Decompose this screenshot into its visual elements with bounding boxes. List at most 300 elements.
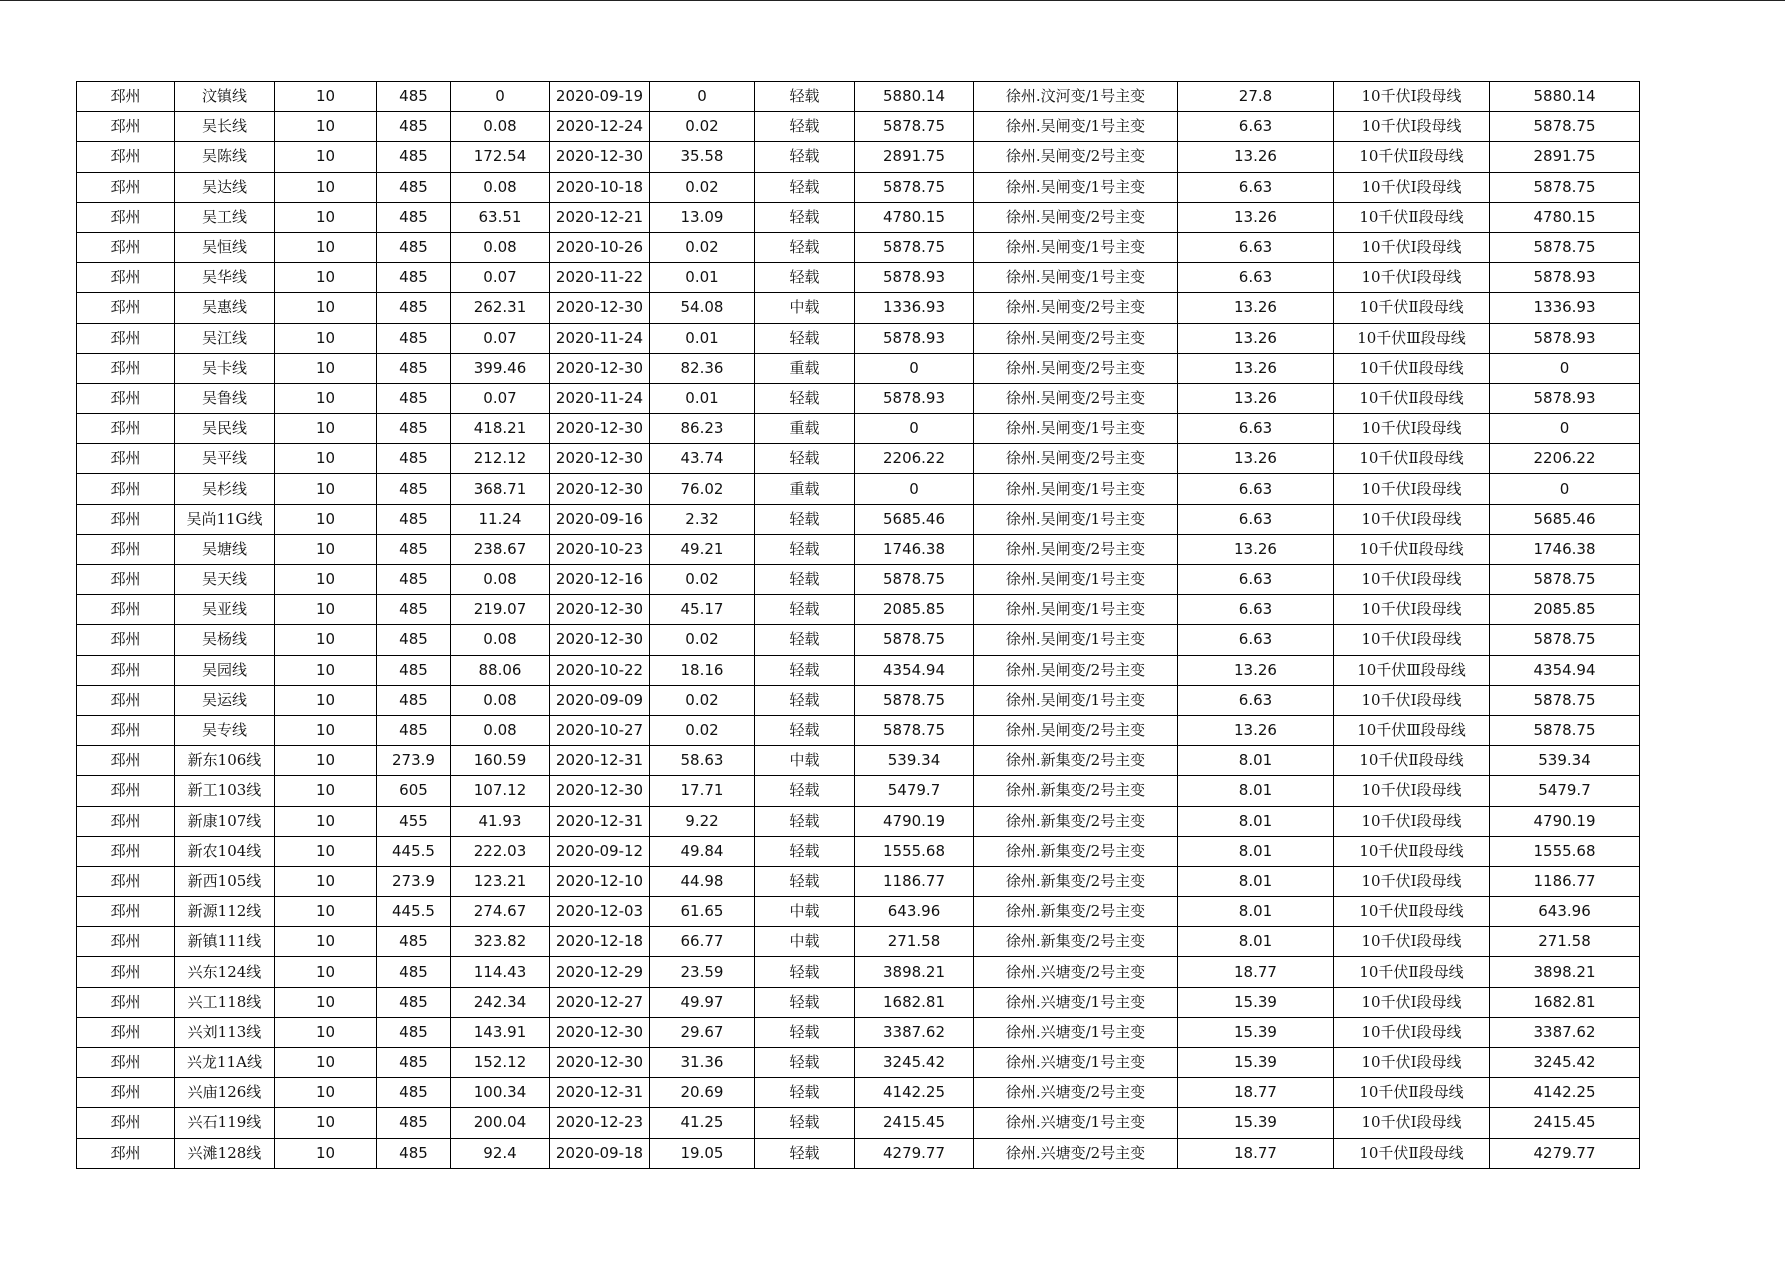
cell-transformer: 徐州.吴闸变/1号主变 [974, 565, 1178, 595]
cell-load-rate: 0.01 [650, 323, 755, 353]
cell-max-load-date: 2020-12-23 [550, 1108, 650, 1138]
cell-max-load-date: 2020-12-24 [550, 112, 650, 142]
cell-rated-capacity: 485 [377, 595, 451, 625]
cell-county: 邳州 [77, 685, 175, 715]
cell-max-load-date: 2020-10-18 [550, 172, 650, 202]
table-row [77, 1017, 1640, 1047]
cell-transformer-capacity: 6.63 [1178, 263, 1334, 293]
cell-max-load: 262.31 [451, 293, 550, 323]
table-row [77, 836, 1640, 866]
table-row [77, 715, 1640, 745]
cell-rated-capacity: 485 [377, 655, 451, 685]
cell-load-rate: 0 [650, 82, 755, 112]
cell-load-status: 轻载 [755, 202, 855, 232]
cell-max-load-date: 2020-11-24 [550, 323, 650, 353]
cell-rated-capacity: 485 [377, 685, 451, 715]
cell-load-status: 轻载 [755, 323, 855, 353]
cell-max-load-date: 2020-09-16 [550, 504, 650, 534]
cell-max-load-date: 2020-09-19 [550, 82, 650, 112]
cell-line-name: 兴东124线 [175, 957, 275, 987]
cell-available-capacity: 1186.77 [855, 866, 974, 896]
cell-voltage-level: 10 [275, 1017, 377, 1047]
cell-voltage-level: 10 [275, 987, 377, 1017]
cell-busbar: 10千伏Ⅲ段母线 [1334, 323, 1490, 353]
cell-available-capacity: 5878.75 [855, 565, 974, 595]
cell-max-load-date: 2020-12-16 [550, 565, 650, 595]
cell-busbar: 10千伏Ⅰ段母线 [1334, 987, 1490, 1017]
cell-rated-capacity: 485 [377, 232, 451, 262]
cell-max-load: 274.67 [451, 897, 550, 927]
cell-transformer-capacity: 13.26 [1178, 353, 1334, 383]
cell-rated-capacity: 485 [377, 1048, 451, 1078]
cell-county: 邳州 [77, 625, 175, 655]
cell-load-rate: 18.16 [650, 655, 755, 685]
cell-line-name: 汶镇线 [175, 82, 275, 112]
cell-county: 邳州 [77, 1048, 175, 1078]
cell-line-name: 新源112线 [175, 897, 275, 927]
cell-max-load: 107.12 [451, 776, 550, 806]
cell-remaining-capacity: 5685.46 [1490, 504, 1640, 534]
cell-county: 邳州 [77, 504, 175, 534]
cell-max-load-date: 2020-10-22 [550, 655, 650, 685]
cell-available-capacity: 5878.93 [855, 263, 974, 293]
cell-load-status: 轻载 [755, 806, 855, 836]
cell-rated-capacity: 485 [377, 927, 451, 957]
cell-busbar: 10千伏Ⅰ段母线 [1334, 263, 1490, 293]
cell-county: 邳州 [77, 293, 175, 323]
cell-load-status: 中载 [755, 927, 855, 957]
cell-county: 邳州 [77, 172, 175, 202]
cell-max-load: 0.08 [451, 715, 550, 745]
cell-transformer: 徐州.吴闸变/2号主变 [974, 444, 1178, 474]
cell-rated-capacity: 273.9 [377, 866, 451, 896]
cell-max-load: 200.04 [451, 1108, 550, 1138]
cell-transformer-capacity: 13.26 [1178, 534, 1334, 564]
cell-transformer-capacity: 15.39 [1178, 1108, 1334, 1138]
cell-transformer-capacity: 15.39 [1178, 1017, 1334, 1047]
cell-max-load-date: 2020-12-30 [550, 595, 650, 625]
cell-available-capacity: 271.58 [855, 927, 974, 957]
table-row [77, 112, 1640, 142]
cell-load-status: 轻载 [755, 232, 855, 262]
cell-rated-capacity: 485 [377, 504, 451, 534]
cell-load-rate: 9.22 [650, 806, 755, 836]
cell-county: 邳州 [77, 866, 175, 896]
cell-line-name: 吴平线 [175, 444, 275, 474]
cell-load-rate: 2.32 [650, 504, 755, 534]
cell-transformer-capacity: 13.26 [1178, 383, 1334, 413]
cell-voltage-level: 10 [275, 957, 377, 987]
cell-county: 邳州 [77, 1017, 175, 1047]
cell-load-status: 轻载 [755, 1108, 855, 1138]
cell-busbar: 10千伏Ⅱ段母线 [1334, 534, 1490, 564]
cell-voltage-level: 10 [275, 534, 377, 564]
cell-transformer: 徐州.新集变/2号主变 [974, 927, 1178, 957]
cell-transformer: 徐州.吴闸变/2号主变 [974, 202, 1178, 232]
cell-remaining-capacity: 4780.15 [1490, 202, 1640, 232]
cell-available-capacity: 5479.7 [855, 776, 974, 806]
cell-max-load-date: 2020-10-26 [550, 232, 650, 262]
cell-transformer-capacity: 13.26 [1178, 323, 1334, 353]
cell-transformer-capacity: 27.8 [1178, 82, 1334, 112]
cell-max-load: 160.59 [451, 746, 550, 776]
cell-available-capacity: 4279.77 [855, 1138, 974, 1168]
cell-voltage-level: 10 [275, 323, 377, 353]
cell-load-rate: 0.02 [650, 625, 755, 655]
cell-voltage-level: 10 [275, 172, 377, 202]
cell-load-status: 轻载 [755, 655, 855, 685]
cell-voltage-level: 10 [275, 1138, 377, 1168]
cell-available-capacity: 3245.42 [855, 1048, 974, 1078]
cell-max-load-date: 2020-12-30 [550, 293, 650, 323]
cell-voltage-level: 10 [275, 655, 377, 685]
cell-line-name: 吴华线 [175, 263, 275, 293]
cell-transformer: 徐州.吴闸变/1号主变 [974, 504, 1178, 534]
cell-load-rate: 0.02 [650, 685, 755, 715]
cell-busbar: 10千伏Ⅲ段母线 [1334, 655, 1490, 685]
cell-remaining-capacity: 0 [1490, 353, 1640, 383]
cell-busbar: 10千伏Ⅱ段母线 [1334, 353, 1490, 383]
cell-remaining-capacity: 5880.14 [1490, 82, 1640, 112]
cell-busbar: 10千伏Ⅱ段母线 [1334, 293, 1490, 323]
cell-available-capacity: 4790.19 [855, 806, 974, 836]
cell-line-name: 吴民线 [175, 414, 275, 444]
table-row [77, 474, 1640, 504]
cell-load-status: 中载 [755, 746, 855, 776]
table-body [77, 82, 1640, 1169]
cell-transformer-capacity: 8.01 [1178, 836, 1334, 866]
table-row [77, 1078, 1640, 1108]
cell-busbar: 10千伏Ⅰ段母线 [1334, 866, 1490, 896]
cell-remaining-capacity: 1186.77 [1490, 866, 1640, 896]
cell-line-name: 兴工118线 [175, 987, 275, 1017]
cell-remaining-capacity: 1682.81 [1490, 987, 1640, 1017]
cell-busbar: 10千伏Ⅰ段母线 [1334, 1017, 1490, 1047]
cell-county: 邳州 [77, 897, 175, 927]
cell-transformer-capacity: 18.77 [1178, 957, 1334, 987]
cell-load-status: 中载 [755, 293, 855, 323]
table-row [77, 685, 1640, 715]
cell-rated-capacity: 485 [377, 202, 451, 232]
cell-max-load: 323.82 [451, 927, 550, 957]
table-row [77, 776, 1640, 806]
cell-max-load: 399.46 [451, 353, 550, 383]
cell-remaining-capacity: 1555.68 [1490, 836, 1640, 866]
cell-county: 邳州 [77, 444, 175, 474]
cell-max-load-date: 2020-12-27 [550, 987, 650, 1017]
table-row [77, 383, 1640, 413]
cell-line-name: 吴亚线 [175, 595, 275, 625]
cell-transformer: 徐州.吴闸变/1号主变 [974, 112, 1178, 142]
cell-rated-capacity: 485 [377, 142, 451, 172]
cell-rated-capacity: 485 [377, 444, 451, 474]
cell-load-rate: 19.05 [650, 1138, 755, 1168]
cell-max-load-date: 2020-12-30 [550, 1048, 650, 1078]
cell-max-load: 114.43 [451, 957, 550, 987]
cell-available-capacity: 0 [855, 353, 974, 383]
cell-transformer-capacity: 15.39 [1178, 987, 1334, 1017]
cell-transformer: 徐州.兴塘变/1号主变 [974, 987, 1178, 1017]
cell-county: 邳州 [77, 414, 175, 444]
cell-transformer: 徐州.吴闸变/1号主变 [974, 595, 1178, 625]
cell-max-load-date: 2020-09-18 [550, 1138, 650, 1168]
cell-load-status: 重载 [755, 353, 855, 383]
cell-busbar: 10千伏Ⅰ段母线 [1334, 232, 1490, 262]
cell-busbar: 10千伏Ⅰ段母线 [1334, 504, 1490, 534]
cell-rated-capacity: 485 [377, 534, 451, 564]
cell-load-rate: 54.08 [650, 293, 755, 323]
cell-transformer-capacity: 8.01 [1178, 927, 1334, 957]
cell-busbar: 10千伏Ⅰ段母线 [1334, 776, 1490, 806]
cell-busbar: 10千伏Ⅰ段母线 [1334, 414, 1490, 444]
cell-load-rate: 76.02 [650, 474, 755, 504]
cell-remaining-capacity: 4142.25 [1490, 1078, 1640, 1108]
cell-transformer-capacity: 6.63 [1178, 112, 1334, 142]
cell-remaining-capacity: 2085.85 [1490, 595, 1640, 625]
cell-busbar: 10千伏Ⅰ段母线 [1334, 565, 1490, 595]
cell-line-name: 兴龙11A线 [175, 1048, 275, 1078]
cell-remaining-capacity: 5878.75 [1490, 232, 1640, 262]
cell-busbar: 10千伏Ⅰ段母线 [1334, 112, 1490, 142]
cell-available-capacity: 5878.75 [855, 625, 974, 655]
table-row [77, 323, 1640, 353]
cell-rated-capacity: 485 [377, 293, 451, 323]
table-row [77, 444, 1640, 474]
cell-max-load-date: 2020-12-18 [550, 927, 650, 957]
cell-remaining-capacity: 5878.75 [1490, 565, 1640, 595]
cell-load-rate: 31.36 [650, 1048, 755, 1078]
cell-remaining-capacity: 3387.62 [1490, 1017, 1640, 1047]
cell-remaining-capacity: 643.96 [1490, 897, 1640, 927]
cell-transformer: 徐州.兴塘变/1号主变 [974, 1048, 1178, 1078]
cell-busbar: 10千伏Ⅱ段母线 [1334, 897, 1490, 927]
table-row [77, 202, 1640, 232]
cell-transformer-capacity: 6.63 [1178, 685, 1334, 715]
cell-line-name: 吴塘线 [175, 534, 275, 564]
cell-transformer: 徐州.兴塘变/2号主变 [974, 1078, 1178, 1108]
cell-max-load: 0.08 [451, 112, 550, 142]
cell-county: 邳州 [77, 776, 175, 806]
cell-line-name: 吴杨线 [175, 625, 275, 655]
cell-voltage-level: 10 [275, 202, 377, 232]
cell-max-load-date: 2020-12-21 [550, 202, 650, 232]
page-top-rule [0, 0, 1785, 1]
cell-transformer: 徐州.吴闸变/2号主变 [974, 715, 1178, 745]
cell-available-capacity: 5878.93 [855, 323, 974, 353]
cell-max-load-date: 2020-12-31 [550, 746, 650, 776]
cell-transformer-capacity: 6.63 [1178, 595, 1334, 625]
cell-max-load: 152.12 [451, 1048, 550, 1078]
cell-load-status: 轻载 [755, 836, 855, 866]
cell-transformer-capacity: 13.26 [1178, 444, 1334, 474]
cell-load-status: 轻载 [755, 383, 855, 413]
cell-voltage-level: 10 [275, 82, 377, 112]
cell-remaining-capacity: 5878.75 [1490, 112, 1640, 142]
table-row [77, 866, 1640, 896]
cell-available-capacity: 0 [855, 414, 974, 444]
cell-load-rate: 82.36 [650, 353, 755, 383]
cell-transformer-capacity: 8.01 [1178, 897, 1334, 927]
cell-load-rate: 58.63 [650, 746, 755, 776]
cell-remaining-capacity: 5878.75 [1490, 625, 1640, 655]
cell-transformer: 徐州.吴闸变/1号主变 [974, 172, 1178, 202]
cell-county: 邳州 [77, 1078, 175, 1108]
cell-voltage-level: 10 [275, 1078, 377, 1108]
table-row [77, 142, 1640, 172]
cell-rated-capacity: 485 [377, 474, 451, 504]
cell-available-capacity: 1682.81 [855, 987, 974, 1017]
cell-max-load: 242.34 [451, 987, 550, 1017]
cell-transformer: 徐州.汶河变/1号主变 [974, 82, 1178, 112]
cell-transformer: 徐州.兴塘变/2号主变 [974, 1138, 1178, 1168]
cell-remaining-capacity: 5878.93 [1490, 383, 1640, 413]
cell-load-rate: 0.01 [650, 263, 755, 293]
cell-load-status: 轻载 [755, 172, 855, 202]
cell-busbar: 10千伏Ⅱ段母线 [1334, 444, 1490, 474]
cell-available-capacity: 3898.21 [855, 957, 974, 987]
cell-voltage-level: 10 [275, 263, 377, 293]
cell-busbar: 10千伏Ⅱ段母线 [1334, 383, 1490, 413]
cell-transformer-capacity: 15.39 [1178, 1048, 1334, 1078]
cell-busbar: 10千伏Ⅰ段母线 [1334, 806, 1490, 836]
cell-voltage-level: 10 [275, 685, 377, 715]
cell-line-name: 吴运线 [175, 685, 275, 715]
cell-transformer-capacity: 6.63 [1178, 504, 1334, 534]
cell-transformer: 徐州.吴闸变/1号主变 [974, 625, 1178, 655]
cell-transformer-capacity: 13.26 [1178, 142, 1334, 172]
cell-available-capacity: 1555.68 [855, 836, 974, 866]
cell-max-load: 222.03 [451, 836, 550, 866]
cell-rated-capacity: 273.9 [377, 746, 451, 776]
cell-transformer: 徐州.吴闸变/1号主变 [974, 685, 1178, 715]
cell-max-load: 0.08 [451, 172, 550, 202]
cell-max-load: 11.24 [451, 504, 550, 534]
cell-max-load: 0 [451, 82, 550, 112]
cell-load-status: 轻载 [755, 595, 855, 625]
cell-line-name: 兴庙126线 [175, 1078, 275, 1108]
cell-busbar: 10千伏Ⅱ段母线 [1334, 836, 1490, 866]
cell-load-rate: 29.67 [650, 1017, 755, 1047]
cell-busbar: 10千伏Ⅰ段母线 [1334, 685, 1490, 715]
table-row [77, 504, 1640, 534]
cell-county: 邳州 [77, 565, 175, 595]
cell-voltage-level: 10 [275, 142, 377, 172]
cell-load-status: 轻载 [755, 142, 855, 172]
cell-transformer: 徐州.吴闸变/1号主变 [974, 414, 1178, 444]
cell-transformer: 徐州.兴塘变/1号主变 [974, 1017, 1178, 1047]
cell-voltage-level: 10 [275, 836, 377, 866]
cell-transformer-capacity: 8.01 [1178, 746, 1334, 776]
cell-max-load-date: 2020-12-30 [550, 353, 650, 383]
table-row [77, 987, 1640, 1017]
cell-max-load: 0.07 [451, 323, 550, 353]
cell-rated-capacity: 485 [377, 987, 451, 1017]
cell-max-load-date: 2020-12-29 [550, 957, 650, 987]
cell-remaining-capacity: 1336.93 [1490, 293, 1640, 323]
feeder-load-table [76, 81, 1640, 1169]
cell-county: 邳州 [77, 323, 175, 353]
cell-available-capacity: 0 [855, 474, 974, 504]
cell-transformer: 徐州.新集变/2号主变 [974, 806, 1178, 836]
cell-remaining-capacity: 4354.94 [1490, 655, 1640, 685]
cell-max-load: 0.08 [451, 685, 550, 715]
cell-max-load-date: 2020-12-30 [550, 474, 650, 504]
cell-rated-capacity: 445.5 [377, 897, 451, 927]
table-row [77, 1138, 1640, 1168]
cell-transformer: 徐州.新集变/2号主变 [974, 866, 1178, 896]
cell-rated-capacity: 485 [377, 1078, 451, 1108]
cell-load-rate: 0.02 [650, 232, 755, 262]
cell-max-load-date: 2020-11-22 [550, 263, 650, 293]
cell-line-name: 吴杉线 [175, 474, 275, 504]
cell-max-load-date: 2020-12-31 [550, 1078, 650, 1108]
cell-line-name: 吴卡线 [175, 353, 275, 383]
cell-voltage-level: 10 [275, 866, 377, 896]
cell-busbar: 10千伏Ⅲ段母线 [1334, 715, 1490, 745]
cell-max-load: 100.34 [451, 1078, 550, 1108]
cell-load-status: 轻载 [755, 625, 855, 655]
cell-max-load-date: 2020-12-31 [550, 806, 650, 836]
cell-load-status: 重载 [755, 474, 855, 504]
cell-busbar: 10千伏Ⅱ段母线 [1334, 142, 1490, 172]
cell-busbar: 10千伏Ⅱ段母线 [1334, 202, 1490, 232]
cell-transformer: 徐州.吴闸变/2号主变 [974, 142, 1178, 172]
cell-transformer: 徐州.兴塘变/2号主变 [974, 957, 1178, 987]
cell-max-load: 368.71 [451, 474, 550, 504]
cell-load-status: 轻载 [755, 1048, 855, 1078]
cell-load-rate: 0.01 [650, 383, 755, 413]
cell-load-rate: 41.25 [650, 1108, 755, 1138]
cell-load-status: 轻载 [755, 957, 855, 987]
cell-available-capacity: 5878.75 [855, 232, 974, 262]
cell-transformer: 徐州.吴闸变/2号主变 [974, 534, 1178, 564]
cell-voltage-level: 10 [275, 1108, 377, 1138]
cell-load-rate: 0.02 [650, 715, 755, 745]
cell-voltage-level: 10 [275, 897, 377, 927]
cell-voltage-level: 10 [275, 353, 377, 383]
cell-load-status: 轻载 [755, 504, 855, 534]
cell-remaining-capacity: 3898.21 [1490, 957, 1640, 987]
cell-rated-capacity: 445.5 [377, 836, 451, 866]
cell-rated-capacity: 485 [377, 1138, 451, 1168]
cell-busbar: 10千伏Ⅱ段母线 [1334, 746, 1490, 776]
cell-remaining-capacity: 1746.38 [1490, 534, 1640, 564]
cell-line-name: 兴石119线 [175, 1108, 275, 1138]
cell-max-load: 92.4 [451, 1138, 550, 1168]
table-row [77, 293, 1640, 323]
cell-rated-capacity: 485 [377, 1108, 451, 1138]
cell-line-name: 兴滩128线 [175, 1138, 275, 1168]
cell-rated-capacity: 485 [377, 383, 451, 413]
cell-line-name: 吴陈线 [175, 142, 275, 172]
cell-transformer-capacity: 6.63 [1178, 232, 1334, 262]
cell-rated-capacity: 485 [377, 112, 451, 142]
cell-voltage-level: 10 [275, 1048, 377, 1078]
cell-voltage-level: 10 [275, 293, 377, 323]
cell-load-rate: 49.84 [650, 836, 755, 866]
table-row [77, 927, 1640, 957]
cell-busbar: 10千伏Ⅱ段母线 [1334, 1078, 1490, 1108]
cell-max-load: 0.07 [451, 263, 550, 293]
cell-load-status: 轻载 [755, 534, 855, 564]
cell-load-rate: 43.74 [650, 444, 755, 474]
cell-transformer-capacity: 18.77 [1178, 1138, 1334, 1168]
cell-max-load-date: 2020-12-03 [550, 897, 650, 927]
cell-load-rate: 45.17 [650, 595, 755, 625]
cell-county: 邳州 [77, 383, 175, 413]
cell-max-load: 219.07 [451, 595, 550, 625]
cell-max-load-date: 2020-12-30 [550, 625, 650, 655]
